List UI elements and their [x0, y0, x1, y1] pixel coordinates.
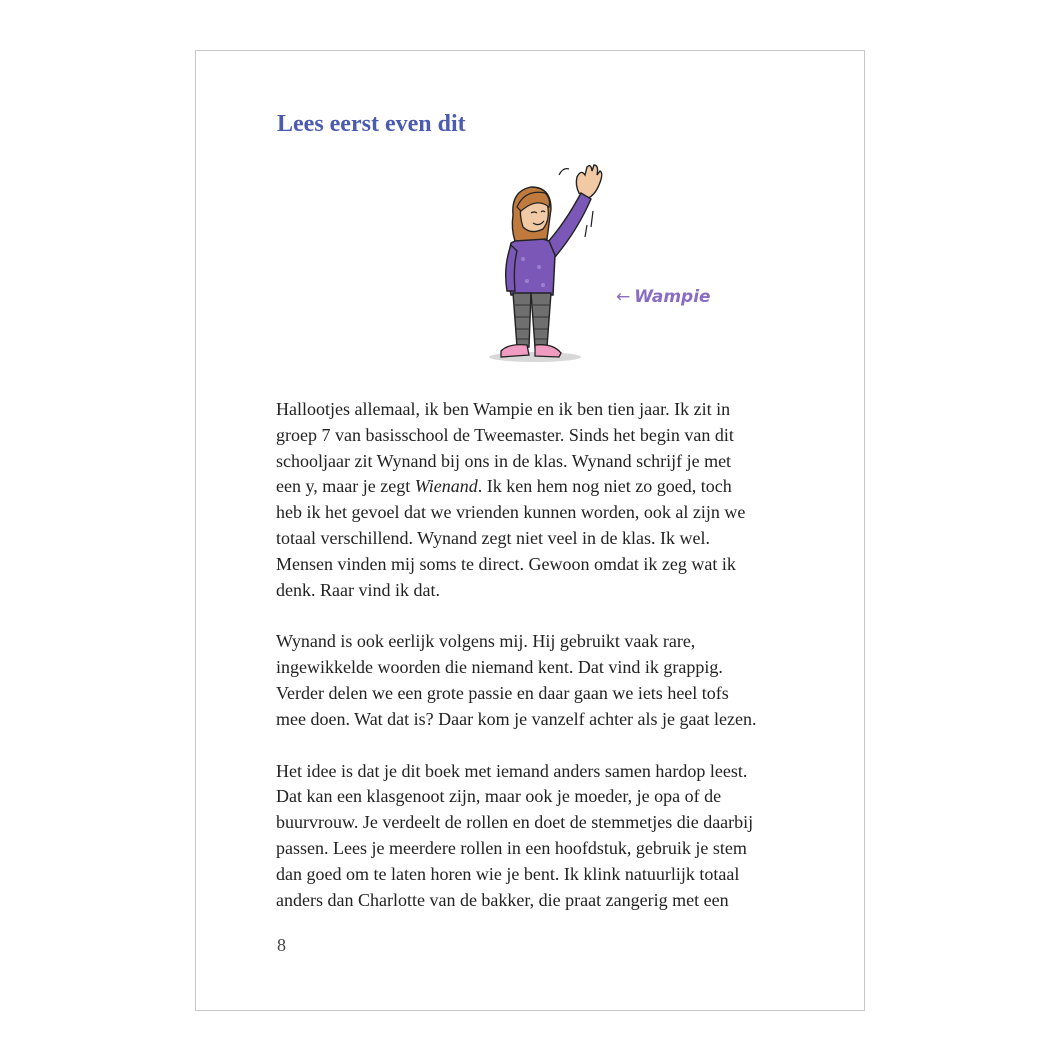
- text-line: heb ik het gevoel dat we vrienden kunnen worden, ook al zijn we: [276, 502, 746, 523]
- text-line: Mensen vinden mij soms te direct. Gewoon omdat ik zeg wat ik: [276, 553, 736, 574]
- text-line: [276, 474, 796, 500]
- text-line: denk. Raar vind ik dat.: [276, 579, 440, 600]
- text-line: Wynand is ook eerlijk volgens mij. Hij gebruikt vaak rare,: [276, 631, 696, 652]
- text-line: totaal verschillend. Wynand zegt niet veel in de klas. Ik wel.: [276, 527, 710, 548]
- text-line: Verder delen we een grote passie en daar gaan we iets heel tofs: [276, 682, 729, 703]
- text-line: dan goed om te laten horen wie je bent. Ik klink natuurlijk totaal: [276, 863, 740, 884]
- text-line: Het idee is dat je dit boek met iemand anders samen hardop leest.: [276, 760, 748, 781]
- paragraph-3: [276, 759, 796, 914]
- text-line: mee doen. Wat dat is? Daar kom je vanzelf achter als je gaat lezen.: [276, 708, 757, 729]
- text-segment: een y, maar je zegt: [276, 476, 415, 497]
- illustration-caption: [616, 287, 711, 307]
- text-line: ingewikkelde woorden die niemand kent. Dat vind ik grappig.: [276, 657, 723, 678]
- body-text: [276, 397, 796, 939]
- caption-label: Wampie: [634, 287, 711, 307]
- left-arrow-icon: ←: [616, 287, 631, 307]
- text-line: passen. Lees je meerdere rollen in een hoofdstuk, gebruik je stem: [276, 837, 747, 858]
- text-line: schooljaar zit Wynand bij ons in de klas. Wynand schrijf je met: [276, 450, 732, 471]
- page-number: 8: [277, 935, 286, 955]
- book-page: [195, 50, 865, 1011]
- text-line: Hallootjes allemaal, ik ben Wampie en ik ben tien jaar. Ik zit in: [276, 399, 731, 419]
- text-line: Dat kan een klasgenoot zijn, maar ook je moeder, je opa of de: [276, 786, 722, 807]
- text-line: groep 7 van basisschool de Tweemaster. Sinds het begin van dit: [276, 424, 734, 445]
- paragraph-2: [276, 629, 796, 732]
- page-title: Lees eerst even dit: [277, 111, 466, 137]
- text-segment: . Ik ken hem nog niet zo goed, toch: [477, 476, 732, 497]
- text-line: anders dan Charlotte van de bakker, die praat zangerig met een: [276, 889, 729, 910]
- text-line: buurvrouw. Je verdeelt de rollen en doet de stemmetjes die daarbij: [276, 812, 754, 833]
- italic-name: Wienand: [414, 476, 478, 497]
- waving-girl-illustration: [481, 163, 711, 368]
- paragraph-1: [276, 397, 796, 603]
